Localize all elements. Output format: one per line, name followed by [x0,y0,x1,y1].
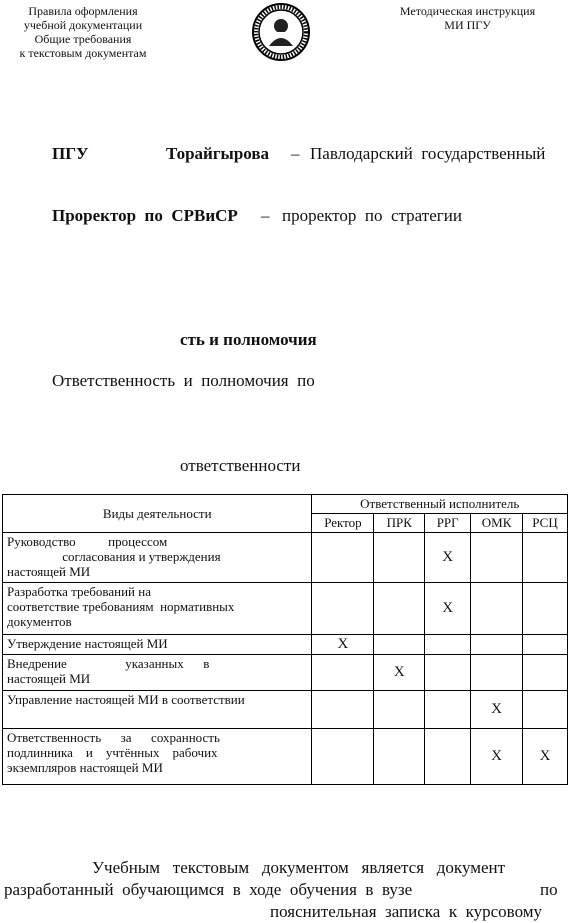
activity-line: согласования и утверждения [7,549,221,564]
mark-cell [523,533,568,583]
header-left-line: Правила оформления [28,4,138,18]
header-col: РРГ [425,514,471,533]
activity-line: Внедрение указанных в [7,656,210,671]
table-row [3,691,568,729]
header-responsible-group: Ответственный исполнитель [312,495,568,514]
header-left-block [8,4,158,60]
mark-cell: X [471,729,523,785]
section-heading: сть и полномочия [180,330,317,349]
paragraph-text: Ответственность и полномочия по [52,371,315,390]
university-seal-logo [250,2,312,62]
activity-cell [3,691,312,729]
footer-line: по [540,880,558,899]
abbr-term-prorector: Проректор по СРВиСР [52,206,238,225]
mark-cell [471,583,523,635]
activity-line: документов [7,614,72,629]
header-left-line: к текстовым документам [19,46,147,60]
activity-cell [3,655,312,691]
mark-cell [523,655,568,691]
activity-line: Руководство процессом [7,534,168,549]
mark-cell [425,655,471,691]
activity-line: экземпляров настоящей МИ [7,760,163,775]
header-left-line: учебной документации [23,18,143,32]
activity-line: настоящей МИ [7,564,91,579]
activity-cell [3,635,312,655]
mark-cell: X [374,655,425,691]
mark-cell [425,729,471,785]
mark-cell [374,533,425,583]
mark-cell: X [523,729,568,785]
header-right-line: МИ ПГУ [444,18,491,32]
activity-line: настоящей МИ [7,671,91,686]
mark-cell [523,583,568,635]
activity-line: Ответственность за сохранность [7,730,220,745]
table-row [3,583,568,635]
mark-cell [374,583,425,635]
activity-line: Управление настоящей МИ в соответствии [7,692,245,707]
mark-cell [312,533,374,583]
table-row [3,635,568,655]
activity-line: соответствие требованиям нормативных [7,599,235,614]
table-row [3,533,568,583]
footer-line: пояснительная записка к курсовому [270,902,542,921]
mark-cell [312,729,374,785]
header-right-line: Методическая инструкция [399,4,536,18]
mark-cell [471,655,523,691]
mark-cell [312,655,374,691]
mark-cell: X [312,635,374,655]
responsibility-table [2,494,568,785]
activity-line: Утверждение настоящей МИ [7,636,168,651]
footer-line: разработанный обучающимся в ходе обучения в вузе [4,880,413,899]
mark-cell [523,635,568,655]
activity-line: подлинника и учтённых рабочих [7,745,218,760]
activity-cell [3,583,312,635]
abbr-dash: – [261,206,270,225]
mark-cell [425,691,471,729]
mark-cell [425,635,471,655]
table-row [3,655,568,691]
mark-cell: X [425,583,471,635]
activity-cell [3,729,312,785]
header-col: РСЦ [523,514,568,533]
mark-cell [312,583,374,635]
footer-line: Учебным текстовым документом является документ [92,858,506,877]
mark-cell [523,691,568,729]
abbr-definition: Павлодарский государственный [310,144,546,163]
table-caption: ответственности [180,456,301,475]
mark-cell [471,635,523,655]
mark-cell [312,691,374,729]
header-left-line: Общие требования [34,32,132,46]
mark-cell [374,691,425,729]
abbr-dash: – [291,144,300,163]
mark-cell [374,729,425,785]
abbr-term-pgu: ПГУ [52,144,89,163]
activity-line: Разработка требований на [7,584,151,599]
header-right-block [385,4,550,32]
header-activity: Виды деятельности [3,495,312,533]
table-row [3,729,568,785]
abbr-term-toraigyrov: Торайгырова [166,144,270,163]
mark-cell: X [471,691,523,729]
mark-cell: X [425,533,471,583]
abbr-definition: проректор по стратегии [282,206,462,225]
activity-cell [3,533,312,583]
header-col: ПРК [374,514,425,533]
mark-cell [471,533,523,583]
header-col: ОМК [471,514,523,533]
header-col: Ректор [312,514,374,533]
mark-cell [374,635,425,655]
